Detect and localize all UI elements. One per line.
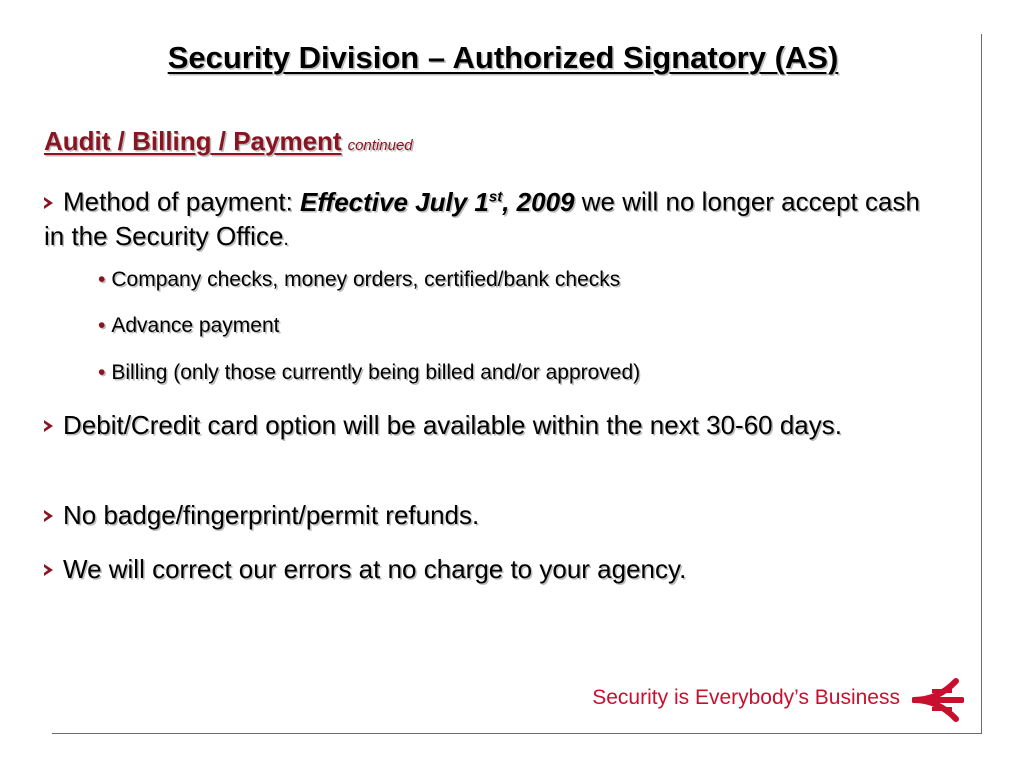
slide-border-right	[981, 34, 982, 734]
sub-bullet-text: Advance payment	[111, 314, 280, 337]
bullet-correct-errors	[44, 552, 944, 586]
sub-bullet-advance-payment	[98, 314, 279, 338]
slide-title: Security Division – Authorized Signatory (AS)	[167, 40, 839, 75]
sub-bullet-text: Billing (only those currently being billed and/or approved)	[111, 361, 641, 384]
section-heading-text: Audit / Billing / Payment	[44, 126, 342, 156]
bullet-card-option-text: Debit/Credit card option will be available within the next 30-60 days.	[63, 410, 842, 440]
bullet-no-refunds	[44, 498, 944, 532]
slide-border-bottom	[52, 733, 982, 734]
bullet-payment-end: .	[283, 227, 289, 250]
sub-bullet-dot: •	[98, 314, 106, 337]
sub-bullet-dot: •	[98, 268, 106, 291]
section-heading-note: continued	[347, 137, 413, 154]
railroad-logo-icon	[912, 678, 964, 722]
bullet-payment-effective-date	[300, 187, 574, 217]
bullet-payment-method	[44, 180, 944, 256]
bullet-correct-errors-text: We will correct our errors at no charge to your agency.	[63, 554, 687, 584]
bullet-payment-prefix: Method of payment:	[63, 186, 301, 217]
sub-bullet-text: Company checks, money orders, certified/bank checks	[111, 268, 621, 291]
sub-bullet-billing	[98, 361, 640, 385]
sub-bullet-dot: •	[98, 361, 106, 384]
bullet-no-refunds-text: No badge/fingerprint/permit refunds.	[63, 500, 480, 530]
footer-tagline: Security is Everybody’s Business	[592, 686, 900, 709]
arrow-bullet-icon	[44, 564, 53, 576]
effective-date-part-b: , 2009	[502, 186, 575, 217]
sub-bullet-company-checks	[98, 268, 620, 292]
effective-date-superscript: st	[488, 188, 503, 205]
effective-date-part-a: Effective July 1	[300, 186, 489, 217]
arrow-bullet-icon	[44, 510, 53, 522]
arrow-bullet-icon	[44, 420, 53, 432]
bullet-card-option	[44, 408, 944, 442]
section-heading	[44, 126, 413, 157]
bullet-payment-suffix: we will no longer accept cash in the Security Office	[44, 186, 920, 251]
arrow-bullet-icon	[44, 197, 53, 209]
